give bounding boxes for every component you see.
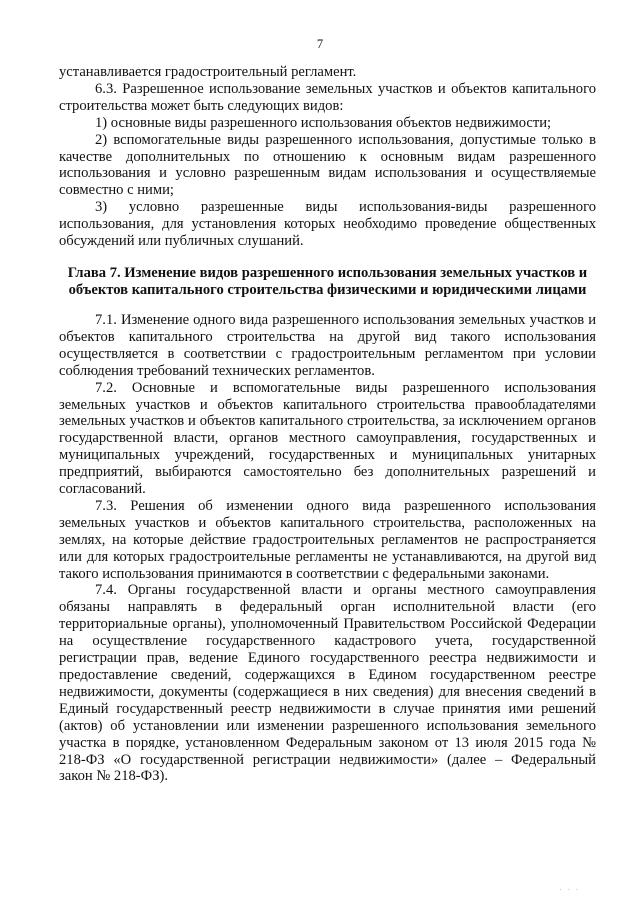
paragraph-7-3: 7.3. Решения об изменении одного вида разрешенного использования земельных участков и объектов капитального строительства, расположенных на землях, на которые действие градостроительных регламентов не распространяется или для которых градостроительные регламенты не устанавливаются, на другой вид такого использования принимаются в соответствии с федеральными законами. [59,497,596,582]
chapter-heading: Глава 7. Изменение видов разрешенного использования земельных участков и объектов капитального строительства физическими и юридическими лицами [67,264,588,298]
paragraph-continuation: устанавливается градостроительный регламент. [59,64,357,80]
page-number: 7 [316,37,324,51]
paragraph-6-3: 6.3. Разрешенное использование земельных участков и объектов капитального строительства может быть следующих видов: [59,80,596,114]
document-body [59,64,596,785]
list-item-1: 1) основные виды разрешенного использования объектов недвижимости; [95,114,552,131]
list-item-2: 2) вспомогательные виды разрешенного использования, допустимые только в качестве дополнительных по отношению к основным видам разрешенного использования и условно разрешенным видам использования и осуществляемые совместно с ними; [59,131,596,199]
scan-mark: · · · [559,886,580,895]
paragraph-7-1: 7.1. Изменение одного вида разрешенного использования земельных участков и объектов капитального строительства на другой вид такого использования осуществляется в соответствии с градостроительным регламентом при условии соблюдения требований технических регламентов. [59,311,596,379]
paragraph-7-2: 7.2. Основные и вспомогательные виды разрешенного использования земельных участков и объектов капитального строительства правообладателями земельных участков и объектов капитального строительства, за исключением органов государственной власти, органов местного самоуправления, государственных и муниципальных учреждений, государственных и муниципальных унитарных предприятий, выбираются самостоятельно без дополнительных разрешений и согласований. [59,379,596,498]
paragraph-7-4: 7.4. Органы государственной власти и органы местного самоуправления обязаны направлять в федеральный орган исполнительной власти (его территориальные органы), уполномоченный Правительством Российской Федерации на осуществление государственного кадастрового учета, государственной регистрации прав, ведение Единого государственного реестра недвижимости и предоставление сведений, содержащихся в Едином государственном реестре недвижимости, документы (содержащиеся в них сведения) для внесения сведений в Единый государственный реестр недвижимости в случае принятия ими решений (актов) об установлении или изменении разрешенного использования земельного участка в порядке, установленном Федеральным законом от 13 июля 2015 года № 218-ФЗ «О государственной регистрации недвижимости» (далее – Федеральный закон № 218-ФЗ). [59,582,596,785]
list-item-3: 3) условно разрешенные виды использования-виды разрешенного использования, для установления которых необходимо проведение общественных обсуждений или публичных слушаний. [59,199,596,250]
